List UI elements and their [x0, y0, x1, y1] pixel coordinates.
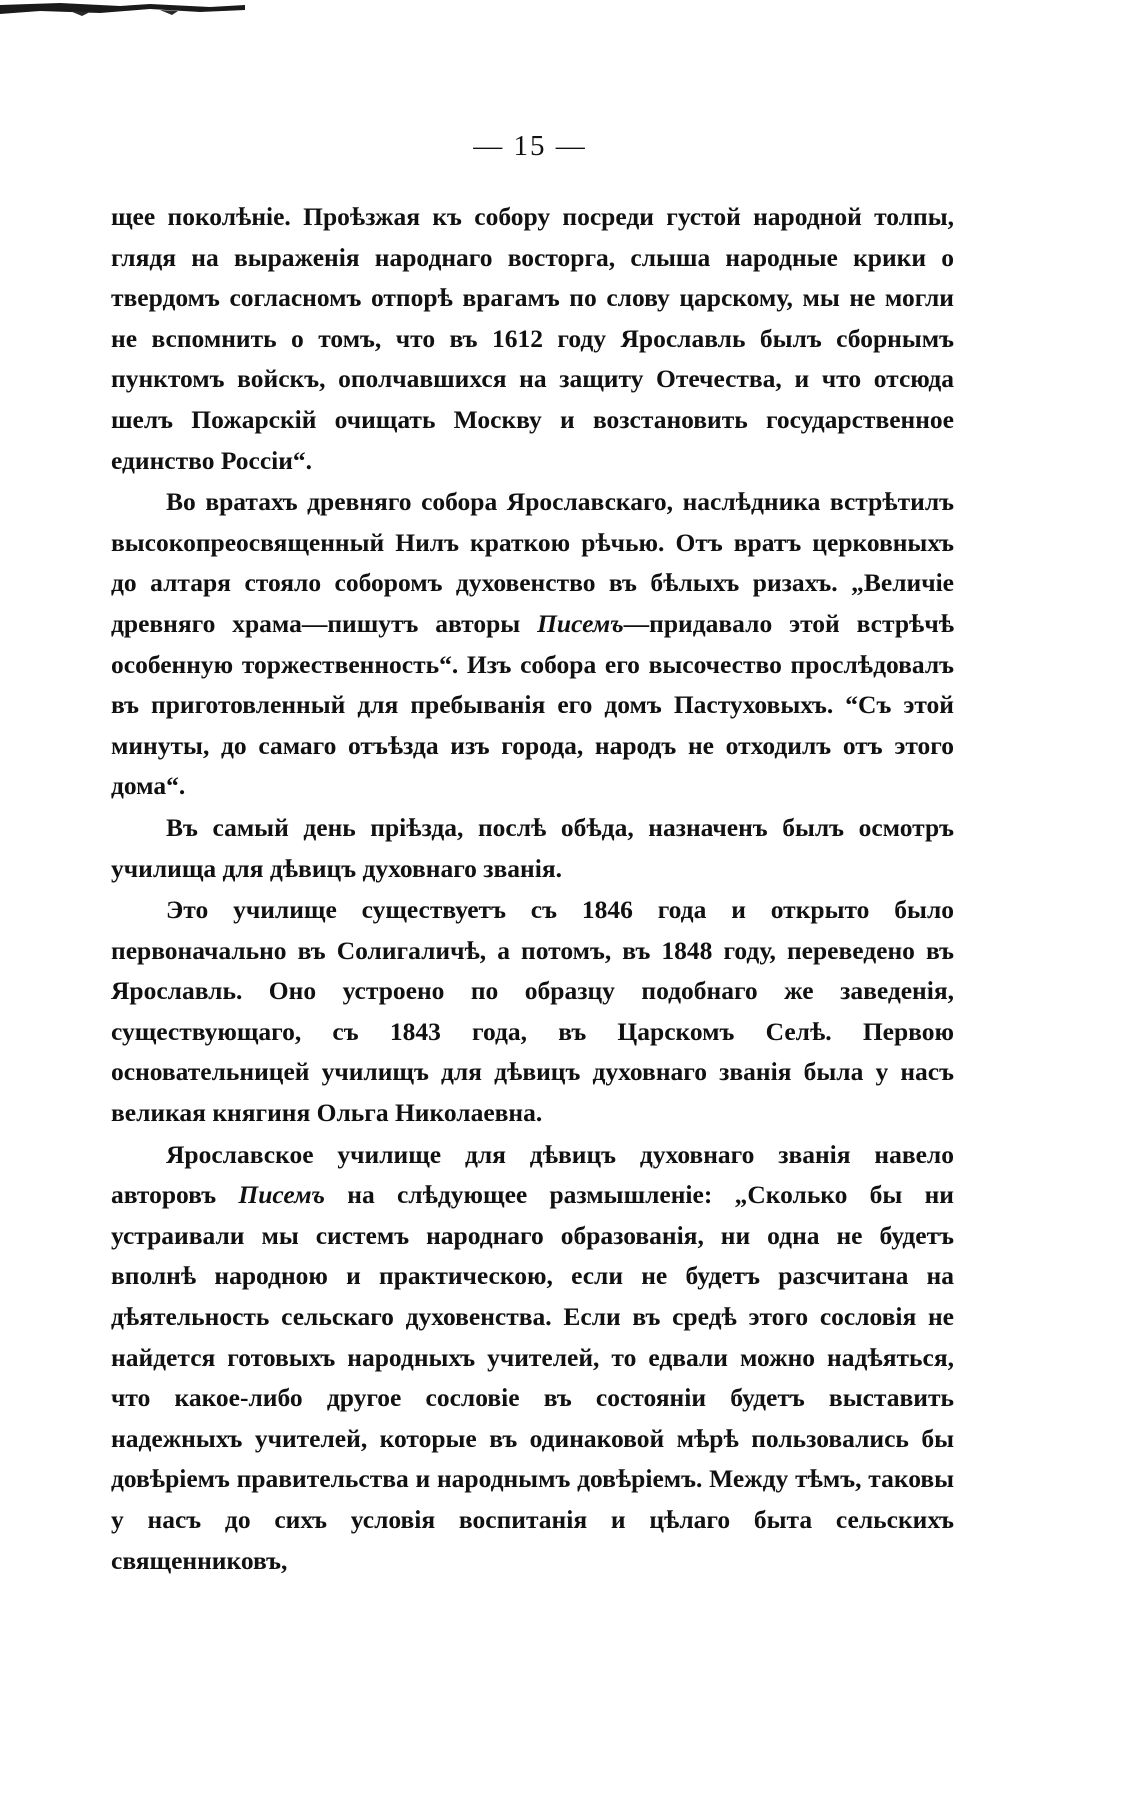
paragraph: [111, 808, 954, 889]
paragraph: [111, 1135, 954, 1582]
text-segment: Ярославское училище для дѣвицъ духовнаго званія навело авторовъ: [111, 1139, 954, 1210]
text-segment: щее поколѣніе. Проѣзжая къ собору посреди густой народной толпы, глядя на выраженія народнаго восторга, слыша народные крики о твердомъ согласномъ отпорѣ врагамъ по слову царскому, мы не могли не вспомнить о томъ, что въ 1612 году Ярославль былъ сборнымъ пунктомъ войскъ, ополчавшихся на защиту Отечества, и что отсюда шелъ Пожарскій очищать Москву и возстановить государственное единство Россіи“.: [111, 202, 954, 475]
text-segment: Во вратахъ древняго собора Ярославскаго, наслѣдника встрѣтилъ высокопреосвященный Нилъ краткою рѣчью. Отъ вратъ церковныхъ до алтаря стояло соборомъ духовенство въ бѣлыхъ ризахъ. „Величіе древняго храма—пишутъ авторы: [111, 487, 954, 638]
paragraph: [111, 890, 954, 1134]
text-segment: —придавало этой встрѣчѣ особенную торжественность“. Изъ собора его высочество прослѣдовалъ въ приготовленный для пребыванія его домъ Пастуховыхъ. “Съ этой минуты, до самаго отъѣзда изъ города, народъ не отходилъ отъ этого дома“.: [111, 608, 954, 801]
page-number: — 15 —: [473, 130, 587, 162]
paragraph: [111, 197, 954, 481]
text-segment: Это училище существуетъ съ 1846 года и открыто было первоначально въ Солигаличѣ, а потомъ, въ 1848 году, переведено въ Ярославль. Оно устроено по образцу подобнаго же заведенія, существующаго, съ 1843 года, въ Царскомъ Селѣ. Первою основательницей училищъ для дѣвицъ духовнаго званія была у насъ великая княгиня Ольга Николаевна.: [111, 895, 954, 1128]
scan-edge-mark: [0, 2, 250, 18]
italic-text: Писемъ: [238, 1180, 325, 1210]
text-segment: на слѣдующее размышленіе: „Сколько бы ни устраивали мы системъ народнаго образованія, ни одна не будетъ вполнѣ народною и практическою, если не будетъ разсчитана на дѣятельность сельскаго духовенства. Если въ средѣ этого сословія не найдется готовыхъ народныхъ учителей, то едвали можно надѣяться, что какое-либо другое сословіе въ состояніи будетъ выставить надежныхъ учителей, которые въ одинаковой мѣрѣ пользовались бы довѣріемъ правительства и народнымъ довѣріемъ. Между тѣмъ, таковы у насъ до сихъ условія воспитанія и цѣлаго быта сельскихъ священниковъ,: [111, 1180, 954, 1575]
paragraph: [111, 482, 954, 807]
page-body-text: [111, 197, 954, 1581]
text-segment: Въ самый день пріѣзда, послѣ обѣда, назначенъ былъ осмотръ училища для дѣвицъ духовнаго званія.: [111, 812, 954, 883]
italic-text: Писемъ: [537, 608, 624, 638]
